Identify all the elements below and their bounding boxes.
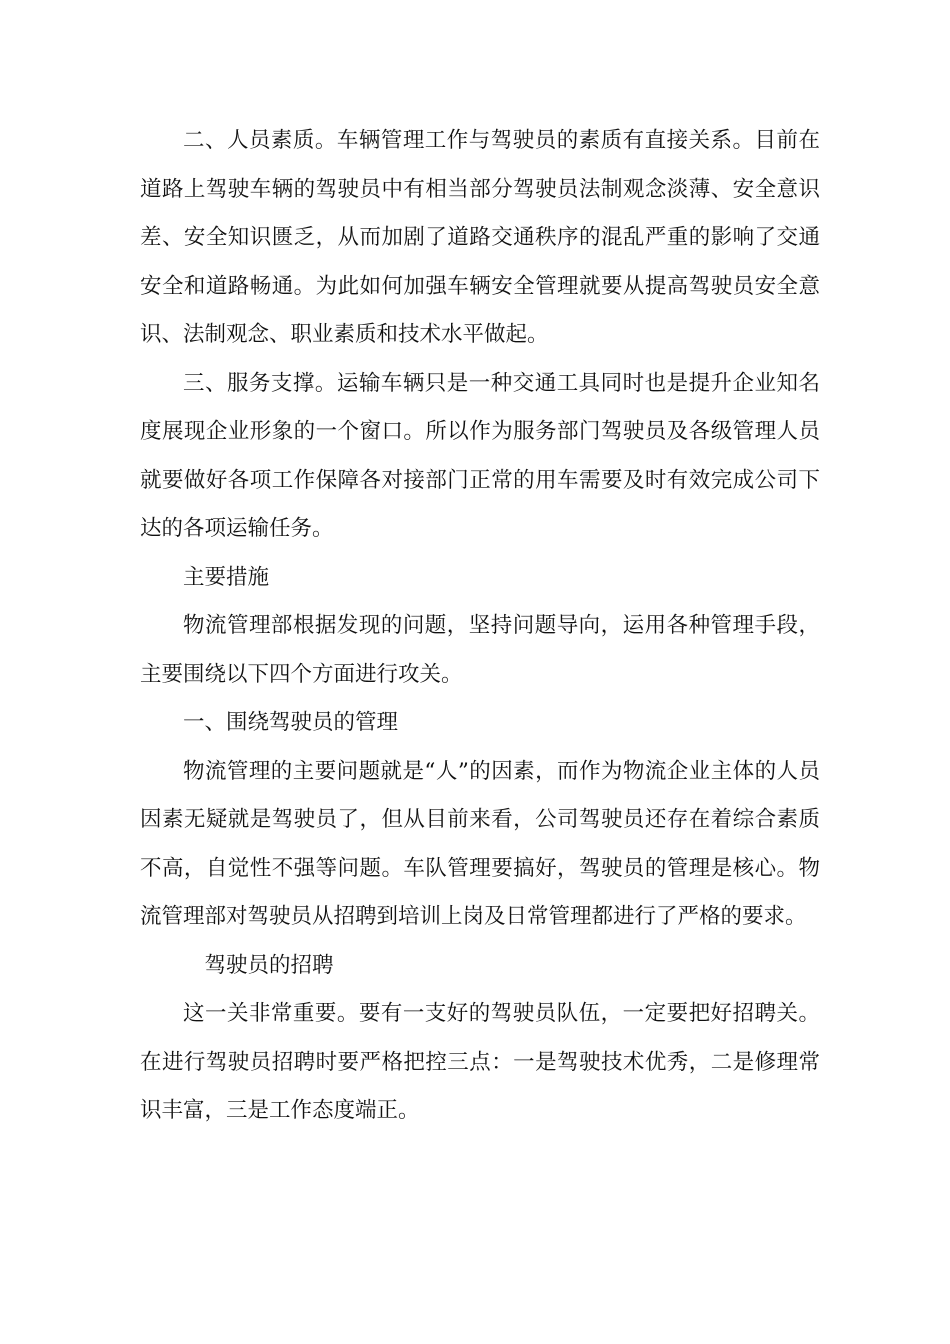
paragraph-service-support: 三、服务支撑。运输车辆只是一种交通工具同时也是提升企业知名度展现企业形象的一个窗口。所以作为服务部门驾驶员及各级管理人员就要做好各项工作保障各对接部门正常的用车需要及时有效完成公司下达的各项运输任务。 <box>140 370 820 541</box>
paragraph-driver-management: 物流管理的主要问题就是“人”的因素，而作为物流企业主体的人员因素无疑就是驾驶员了，但从目前来看，公司驾驶员还存在着综合素质不高，自觉性不强等问题。车队管理要搞好，驾驶员的管理是核心。物流管理部对驾驶员从招聘到培训上岗及日常管理都进行了严格的要求。 <box>140 758 820 929</box>
paragraph-driver-recruitment: 这一关非常重要。要有一支好的驾驶员队伍，一定要把好招聘关。在进行驾驶员招聘时要严格把控三点：一是驾驶技术优秀，二是修理常识丰富，三是工作态度端正。 <box>140 1001 820 1123</box>
heading-driver-recruitment: 驾驶员的招聘 <box>204 952 334 978</box>
paragraph-personnel-quality: 二、人员素质。车辆管理工作与驾驶员的素质有直接关系。目前在道路上驾驶车辆的驾驶员中有相当部分驾驶员法制观念淡薄、安全意识差、安全知识匮乏，从而加剧了道路交通秩序的混乱严重的影响了交通安全和道路畅通。为此如何加强车辆安全管理就要从提高驾驶员安全意识、法制观念、职业素质和技术水平做起。 <box>140 128 820 347</box>
paragraph-measures-intro: 物流管理部根据发现的问题，坚持问题导向，运用各种管理手段，主要围绕以下四个方面进行攻关。 <box>140 613 820 687</box>
document-body <box>140 117 820 1136</box>
heading-main-measures: 主要措施 <box>183 564 270 590</box>
heading-driver-management: 一、围绕驾驶员的管理 <box>183 710 399 735</box>
